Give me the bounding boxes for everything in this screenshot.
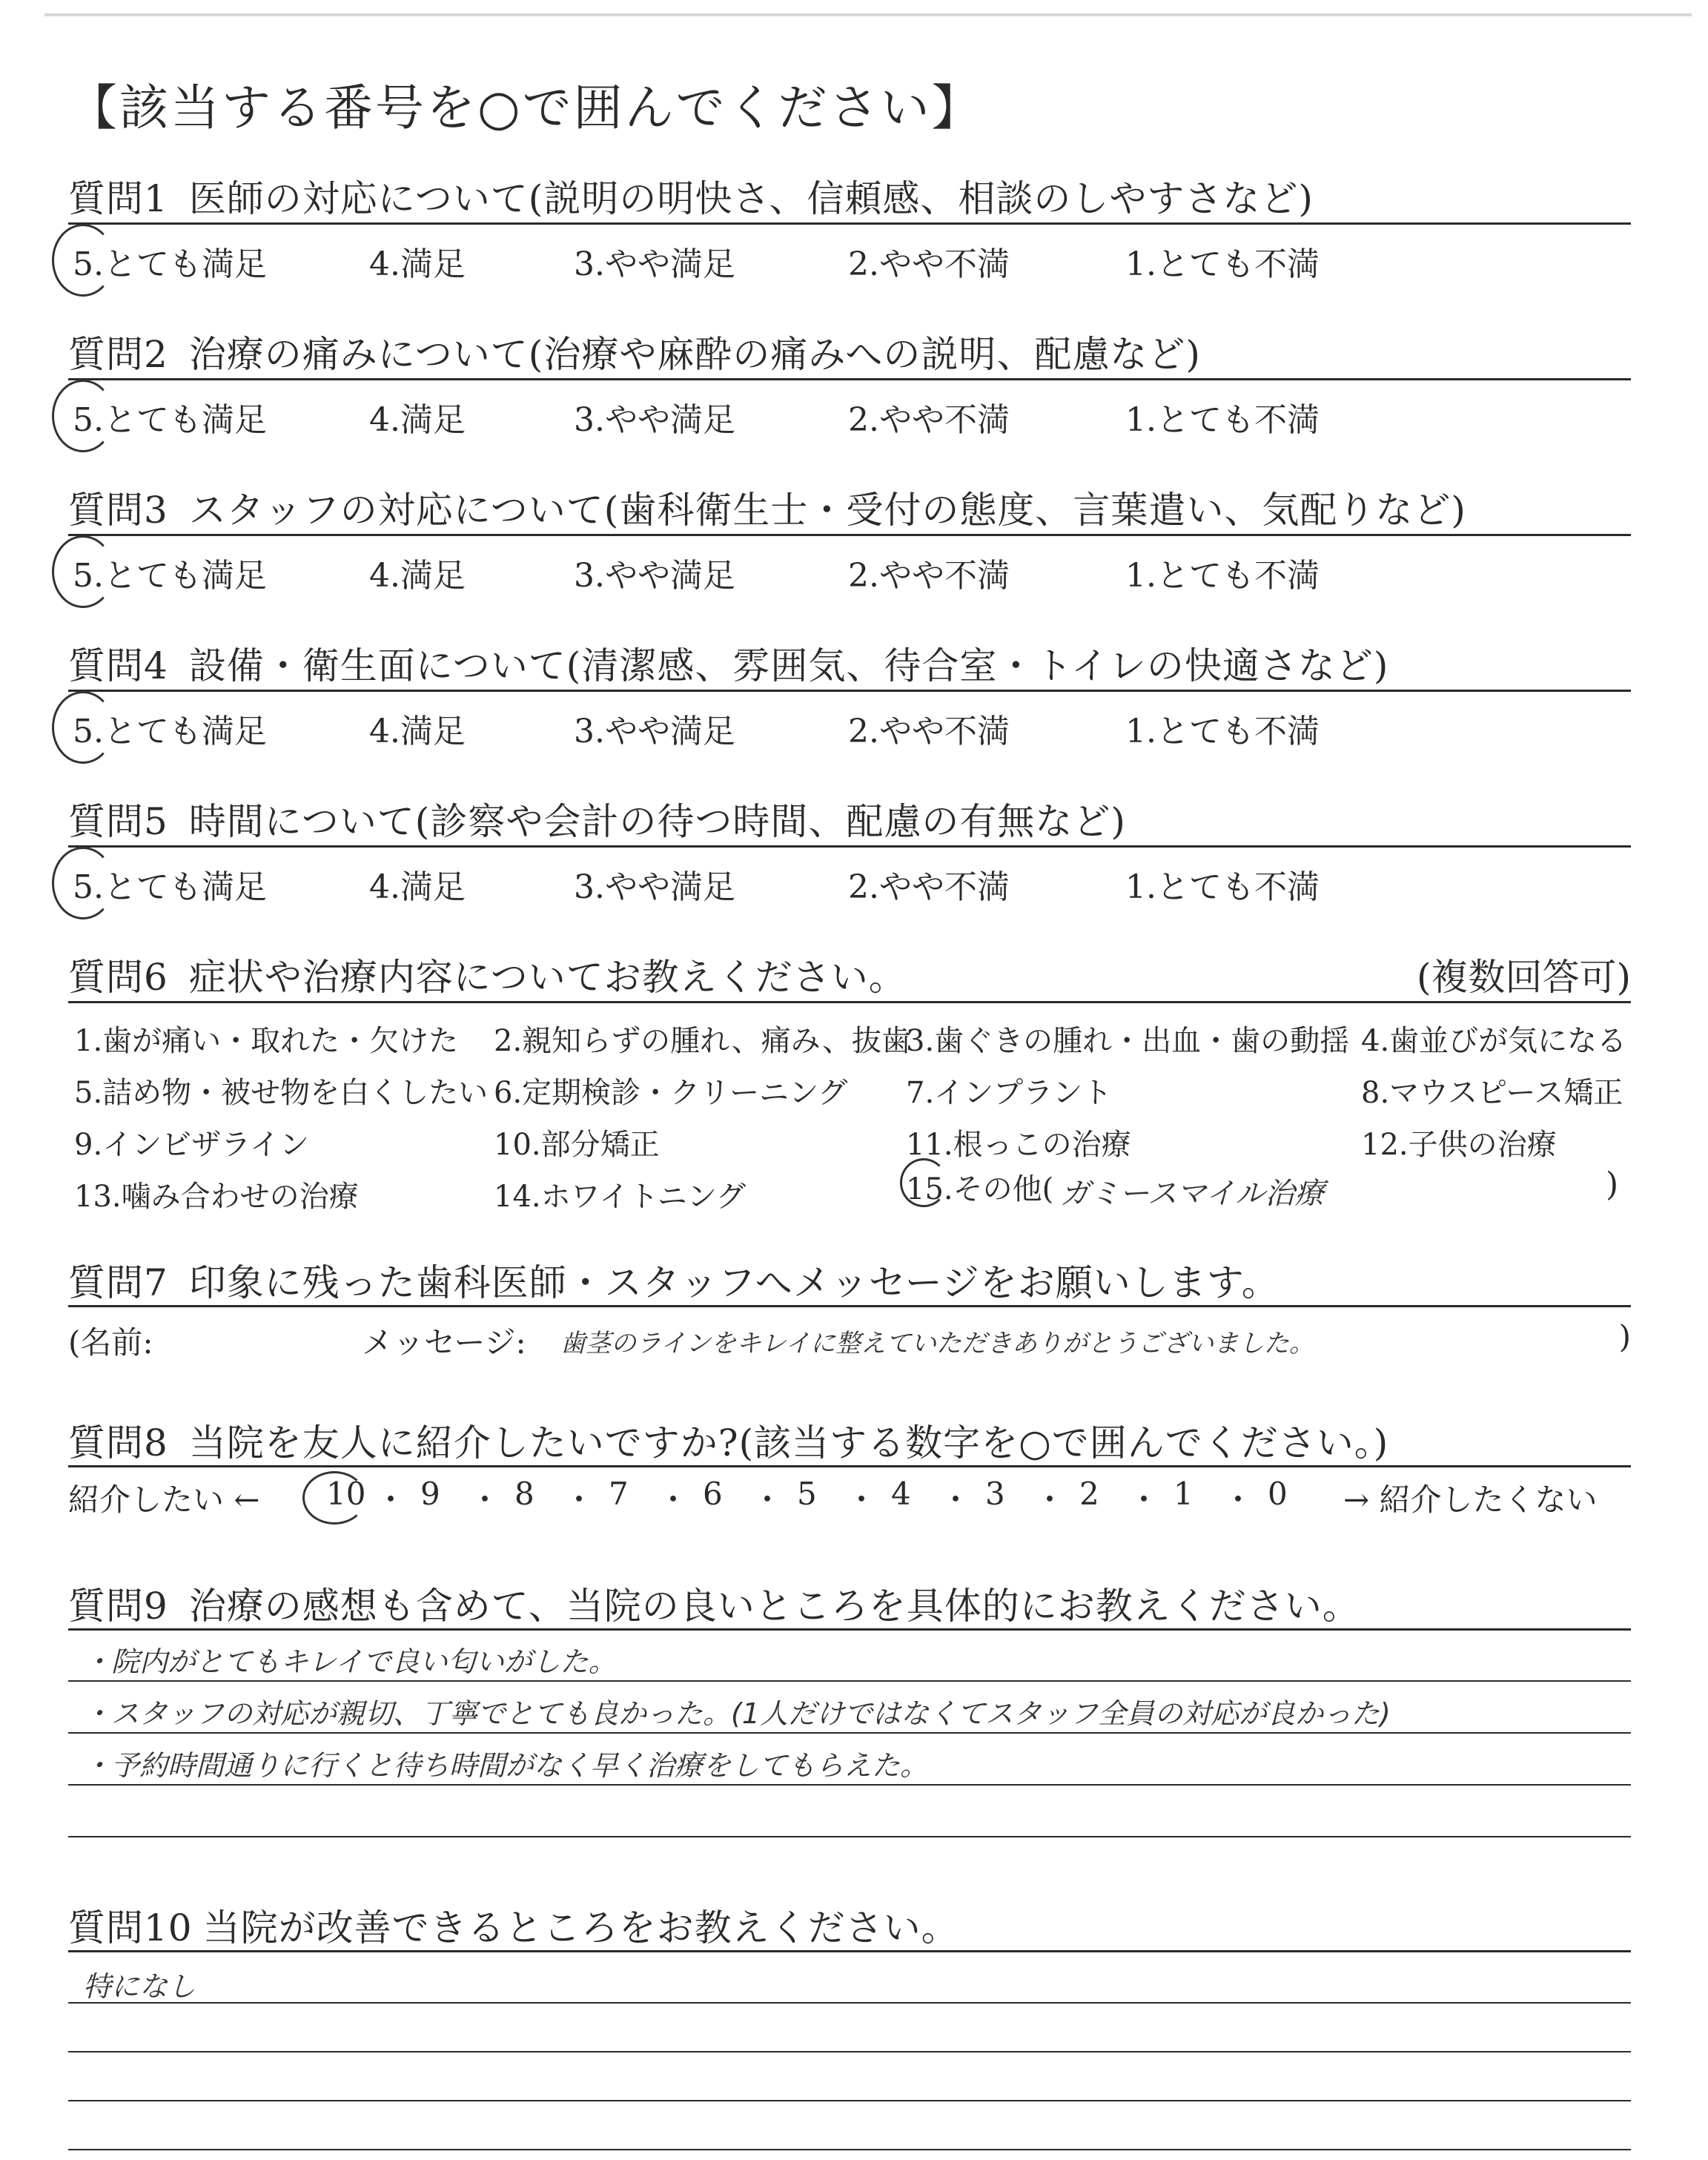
q4-number: 質問4 (68, 644, 168, 687)
q1-text: 医師の対応について(説明の明快さ、信頼感、相談のしやすさなど) (188, 177, 1314, 220)
q8-number: 質問8 (68, 1421, 168, 1464)
q8-separator: ・ (1034, 1482, 1066, 1518)
q3-option-2[interactable]: 2.やや不満 (848, 557, 1010, 595)
q8-separator: ・ (1128, 1482, 1160, 1518)
q6-title (68, 948, 907, 1001)
q8-text: 当院を友人に紹介したいですか?(該当する数字を○で囲んでください。) (188, 1421, 1389, 1464)
q9-line (68, 1680, 1631, 1682)
q1-option-1[interactable]: 1.とても不満 (1125, 245, 1320, 283)
q3-title (68, 480, 1466, 534)
q8-right-label: → 紹介したくない (1343, 1482, 1598, 1518)
q7-number: 質問7 (68, 1261, 168, 1304)
q10-number: 質問10 (68, 1906, 193, 1949)
q6-other-value: ガミースマイル治療 (1060, 1177, 1325, 1211)
q10-rule (68, 1950, 1631, 1952)
q6-other-close: ) (1606, 1166, 1619, 1203)
q6-item-11[interactable]: 11.根っこの治療 (906, 1128, 1131, 1162)
q6-item-4[interactable]: 4.歯並びが気になる (1361, 1024, 1627, 1058)
q2-option-5[interactable]: 5.とても満足 (73, 401, 267, 439)
q6-item-7[interactable]: 7.インプラント (906, 1076, 1113, 1110)
q6-item-5[interactable]: 5.詰め物・被せ物を白くしたい (74, 1076, 489, 1110)
q7-name-label: (名前: (68, 1324, 153, 1361)
q4-option-4[interactable]: 4.満足 (369, 713, 466, 750)
q6-item-6[interactable]: 6.定期検診・クリーニング (494, 1076, 848, 1110)
q9-line (68, 1784, 1631, 1786)
q4-option-2[interactable]: 2.やや不満 (848, 713, 1010, 750)
q5-rule (68, 845, 1631, 848)
q4-text: 設備・衛生面について(清潔感、雰囲気、待合室・トイレの快適さなど) (188, 644, 1389, 687)
q8-separator: ・ (1222, 1482, 1254, 1518)
q8-scale-10[interactable]: 10 (326, 1476, 366, 1512)
q1-options (68, 237, 1477, 282)
q6-other-number: 15. (906, 1172, 953, 1206)
page-header: 【該当する番号を○で囲んでください】 (68, 79, 983, 136)
q8-left-label: 紹介したい ← (68, 1482, 260, 1518)
q5-number: 質問5 (68, 800, 168, 843)
q3-options (68, 549, 1477, 593)
q10-line (68, 2002, 1631, 2004)
q4-rule (68, 690, 1631, 692)
q8-separator: ・ (940, 1482, 972, 1518)
q8-scale-7[interactable]: 7 (609, 1476, 629, 1512)
q6-item-3[interactable]: 3.歯ぐきの腫れ・出血・歯の動揺 (906, 1024, 1350, 1058)
q8-scale-1[interactable]: 1 (1174, 1476, 1194, 1512)
q8-separator: ・ (752, 1482, 784, 1518)
q6-item-9[interactable]: 9.インビザライン (74, 1128, 309, 1162)
q6-item-12[interactable]: 12.子供の治療 (1361, 1128, 1557, 1162)
q2-number: 質問2 (68, 333, 168, 376)
q2-options (68, 393, 1477, 437)
q6-rule (68, 1001, 1631, 1003)
q10-text: 当院が改善できるところをお教えください。 (202, 1906, 959, 1949)
q2-title (68, 325, 1201, 378)
q3-text: スタッフの対応について(歯科衛生士・受付の態度、言葉遣い、気配りなど) (188, 489, 1466, 532)
q6-other-label: その他( (953, 1172, 1054, 1206)
q9-answer: ・スタッフの対応が親切、丁寧でとても良かった。(1人だけではなくてスタッフ全員の対応が良かった) (83, 1697, 1391, 1730)
q10-title (68, 1898, 959, 1952)
q8-scale-0[interactable]: 0 (1268, 1476, 1288, 1512)
q3-number: 質問3 (68, 489, 168, 532)
q1-option-4[interactable]: 4.満足 (369, 245, 466, 283)
q1-option-5[interactable]: 5.とても満足 (73, 245, 267, 283)
q5-option-3[interactable]: 3.やや満足 (574, 868, 735, 906)
q7-message-label: メッセージ: (362, 1324, 526, 1361)
q6-number: 質問6 (68, 956, 168, 999)
q7-close: ) (1618, 1318, 1631, 1355)
q5-option-4[interactable]: 4.満足 (369, 868, 466, 906)
q9-title (68, 1576, 1360, 1630)
q1-number: 質問1 (68, 177, 168, 220)
q3-option-3[interactable]: 3.やや満足 (574, 557, 735, 595)
q4-options (68, 704, 1477, 749)
q8-separator: ・ (375, 1482, 407, 1518)
q8-rule (68, 1465, 1631, 1467)
q4-option-1[interactable]: 1.とても不満 (1125, 713, 1320, 750)
q1-title (68, 169, 1314, 222)
q7-message-row (68, 1318, 1631, 1363)
q1-option-3[interactable]: 3.やや満足 (574, 245, 735, 283)
q5-options (68, 860, 1477, 905)
q8-scale-4[interactable]: 4 (891, 1476, 911, 1512)
q6-item-13[interactable]: 13.噛み合わせの治療 (74, 1180, 359, 1214)
q7-message-value: 歯茎のラインをキレイに整えていただきありがとうございました。 (560, 1329, 1314, 1358)
q5-title (68, 792, 1126, 845)
q2-option-1[interactable]: 1.とても不満 (1125, 401, 1320, 439)
q9-line (68, 1732, 1631, 1734)
q5-option-1[interactable]: 1.とても不満 (1125, 868, 1320, 906)
q9-rule (68, 1628, 1631, 1631)
q6-multi-note: (複数回答可) (1416, 956, 1631, 999)
q3-option-4[interactable]: 4.満足 (369, 557, 466, 595)
q8-scale (68, 1476, 1640, 1520)
q9-answer: ・予約時間通りに行くと待ち時間がなく早く治療をしてもらえた。 (83, 1749, 929, 1782)
q6-item-8[interactable]: 8.マウスピース矯正 (1361, 1076, 1623, 1110)
q2-rule (68, 378, 1631, 380)
q8-scale-8[interactable]: 8 (514, 1476, 534, 1512)
q9-answer: ・院内がとてもキレイで良い匂いがした。 (83, 1645, 617, 1678)
q8-scale-9[interactable]: 9 (420, 1476, 440, 1512)
q2-option-2[interactable]: 2.やや不満 (848, 401, 1010, 439)
q9-text: 治療の感想も含めて、当院の良いところを具体的にお教えください。 (188, 1585, 1360, 1628)
q5-option-5[interactable]: 5.とても満足 (73, 868, 267, 906)
q5-text: 時間について(診察や会計の待つ時間、配慮の有無など) (188, 800, 1126, 843)
q8-scale-3[interactable]: 3 (985, 1476, 1005, 1512)
q3-rule (68, 534, 1631, 536)
q4-title (68, 636, 1388, 690)
q8-scale-6[interactable]: 6 (703, 1476, 723, 1512)
q7-text: 印象に残った歯科医師・スタッフへメッセージをお願いします。 (188, 1261, 1280, 1304)
q2-text: 治療の痛みについて(治療や麻酔の痛みへの説明、配慮など) (188, 333, 1201, 376)
q9-number: 質問9 (68, 1585, 168, 1628)
q2-option-4[interactable]: 4.満足 (369, 401, 466, 439)
q4-option-3[interactable]: 3.やや満足 (574, 713, 735, 750)
q8-separator: ・ (846, 1482, 878, 1518)
q10-line (68, 2100, 1631, 2101)
q6-item-2[interactable]: 2.親知らずの腫れ、痛み、抜歯 (494, 1024, 911, 1058)
q10-line (68, 2051, 1631, 2052)
q10-line (68, 2149, 1631, 2150)
q4-option-5[interactable]: 5.とても満足 (73, 713, 267, 750)
q10-answer: 特になし (83, 1970, 196, 2003)
q6-item-1[interactable]: 1.歯が痛い・取れた・欠けた (74, 1024, 459, 1058)
q6-item-14[interactable]: 14.ホワイトニング (494, 1180, 747, 1214)
q8-title (68, 1413, 1388, 1467)
q3-option-5[interactable]: 5.とても満足 (73, 557, 267, 595)
q8-separator: ・ (469, 1482, 501, 1518)
q7-rule (68, 1305, 1631, 1307)
q8-separator: ・ (563, 1482, 595, 1518)
q6-item-other[interactable] (906, 1166, 1053, 1208)
q5-option-2[interactable]: 2.やや不満 (848, 868, 1010, 906)
top-border (44, 13, 1692, 16)
q8-scale-5[interactable]: 5 (797, 1476, 817, 1512)
q3-option-1[interactable]: 1.とても不満 (1125, 557, 1320, 595)
q6-item-10[interactable]: 10.部分矯正 (494, 1128, 660, 1162)
q9-line (68, 1836, 1631, 1837)
q2-option-3[interactable]: 3.やや満足 (574, 401, 735, 439)
q6-text: 症状や治療内容についてお教えください。 (188, 956, 907, 999)
q8-separator: ・ (658, 1482, 689, 1518)
q1-rule (68, 222, 1631, 225)
q1-option-2[interactable]: 2.やや不満 (848, 245, 1010, 283)
q7-title (68, 1253, 1280, 1307)
q8-scale-2[interactable]: 2 (1079, 1476, 1099, 1512)
